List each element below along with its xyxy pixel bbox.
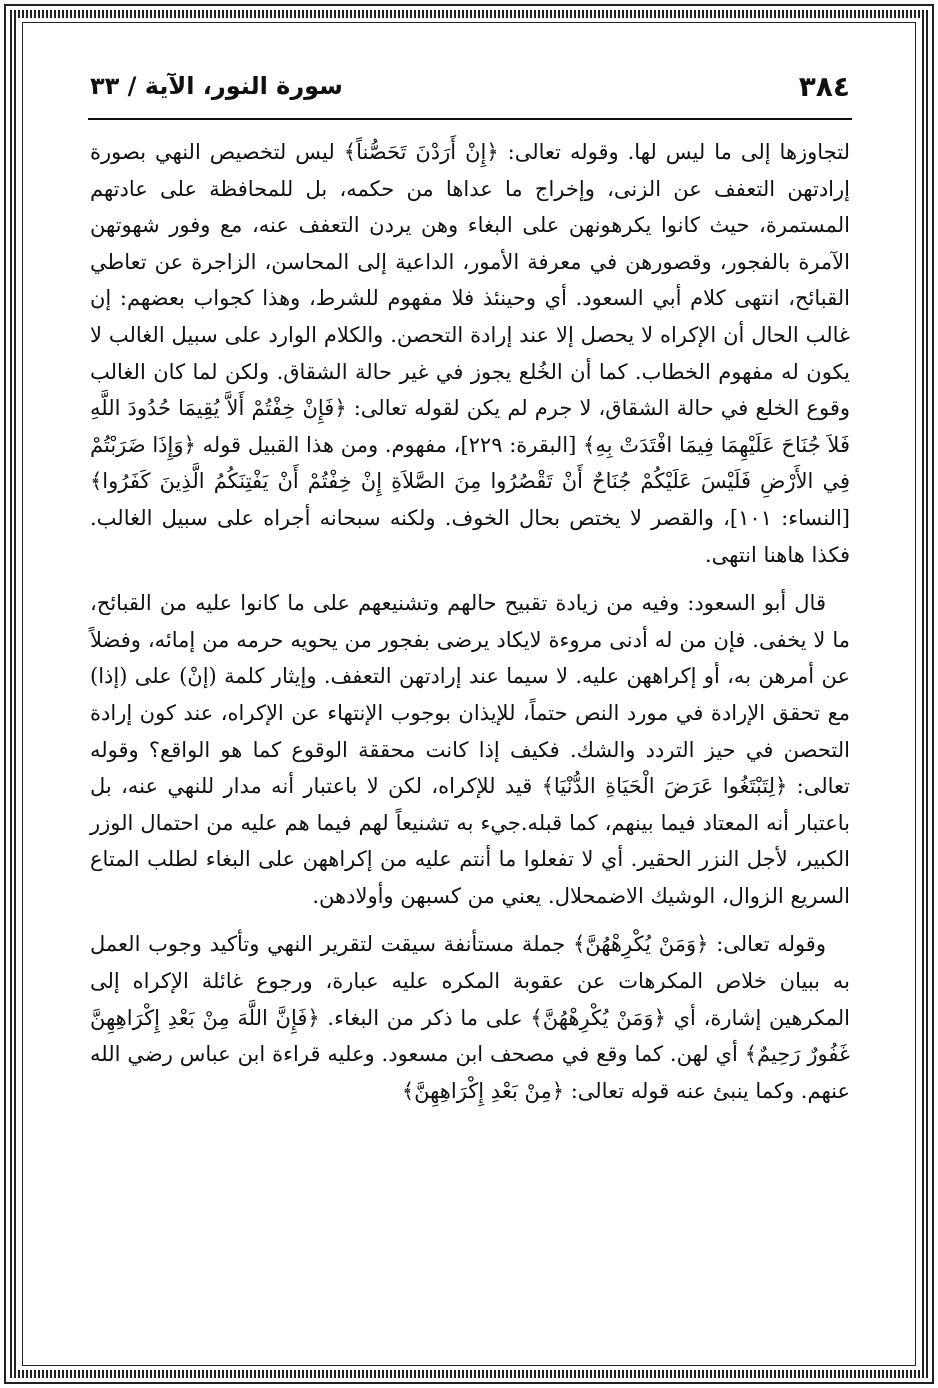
header-rule <box>88 118 852 120</box>
paragraph-1: لتجاوزها إلى ما ليس لها. وقوله تعالى: ﴿إِنْ أَرَدْنَ تَحَصُّناً﴾ ليس لتخصيص النهي بصورة إرادتهن التعفف عن الزنى، وإخراج ما عداها من حكمه، بل للمحافظة على عادتهم المستمرة، حيث كانوا يكرهونهن على البغاء وهن يردن التعفف عنه، مع وفور شهوتهن الآمرة بالفجور، وقصورهن في معرفة الأمور، الداعية إلى المحاسن، الزاجرة عن تعاطي القبائح، انتهى كلام أبي السعود. أي وحينئذ فلا مفهوم للشرط، وهذا كجواب بعضهم: إن غالب الحال أن الإكراه لا يحصل إلا عند إرادة التحصن. والكلام الوارد على سبيل الغالب لا يكون له مفهوم الخطاب. كما أن الخُلع يجوز في غير حالة الشقاق. ولكن لما كان الغالب وقوع الخلع في حالة الشقاق، لا جرم لم يكن لقوله تعالى: ﴿فَإِنْ خِفْتُمْ أَلاَّ يُقِيمَا حُدُودَ اللَّهِ فَلاَ جُنَاحَ عَلَيْهِمَا فِيمَا افْتَدَتْ بِهِ﴾ [البقرة: ٢٢٩]، مفهوم. ومن هذا القبيل قوله ﴿وَإِذَا ضَرَبْتُمْ فِي الأَرْضِ فَلَيْسَ عَلَيْكُمْ جُنَاحٌ أَنْ تَقْصُرُوا مِنَ الصَّلاَةِ إِنْ خِفْتُمْ أَنْ يَفْتِنَكُمُ الَّذِينَ كَفَرُوا﴾ [النساء: ١٠١]، والقصر لا يختص بحال الخوف. ولكنه سبحانه أجراه على سبيل الغالب. فكذا هاهنا انتهى. <box>90 140 850 567</box>
running-title: سورة النور، الآية / ٣٣ <box>90 72 343 100</box>
page-body <box>90 118 850 1109</box>
paragraph-3: وقوله تعالى: ﴿وَمَنْ يُكْرِهْهُنَّ﴾ جملة مستأنفة سيقت لتقرير النهي وتأكيد وجوب العمل به ببيان خلاص المكرهات عن عقوبة المكره عليه عبارة، ورجوع غائلة الإكراه إلى المكرهين إشارة، أي ﴿وَمَنْ يُكْرِهْهُنَّ﴾ على ما ذكر من البغاء. ﴿فَإِنَّ اللَّهَ مِنْ بَعْدِ إِكْرَاهِهِنَّ غَفُورٌ رَحِيمٌ﴾ أي لهن. كما وقع في مصحف ابن مسعود. وعليه قراءة ابن عباس رضي الله عنهم. وكما ينبئ عنه قوله تعالى: ﴿مِنْ بَعْدِ إِكْرَاهِهِنَّ﴾ <box>90 932 850 1103</box>
book-page <box>90 60 850 1350</box>
page-header <box>90 60 850 118</box>
paragraph-2: قال أبو السعود: وفيه من زيادة تقبيح حالهم وتشنيعهم على ما كانوا عليه من القبائح، ما لا يخفى. فإن من له أدنى مروءة لايكاد يرضى بفجور من يحويه حرمه من إمائه، وفضلاً عن أمرهن به، أو إكراههن عليه. لا سيما عند إرادتهن التعفف. وإيثار كلمة (إنْ) على (إذا) مع تحقق الإرادة في مورد النص حتماً، للإيذان بوجوب الإنتهاء عن الإكراه، عند كون إرادة التحصن في حيز التردد والشك. فكيف إذا كانت محققة الوقوع كما هو الواقع؟ وقوله تعالى: ﴿لِتَبْتَغُوا عَرَضَ الْحَيَاةِ الدُّنْيَا﴾ قيد للإكراه، لكن لا باعتبار أنه مدار للنهي عنه، بل باعتبار أنه المعتاد فيما بينهم، كما قبله.جيء به تشنيعاً لهم فيما هم عليه من احتمال الوزر الكبير، لأجل النزر الحقير. أي لا تفعلوا ما أنتم عليه من إكراههن على البغاء لطلب المتاع السريع الزوال، الوشيك الاضمحلال. يعني من كسبهن وأولادهن. <box>90 591 850 908</box>
page-number: ٣٨٤ <box>798 70 850 103</box>
